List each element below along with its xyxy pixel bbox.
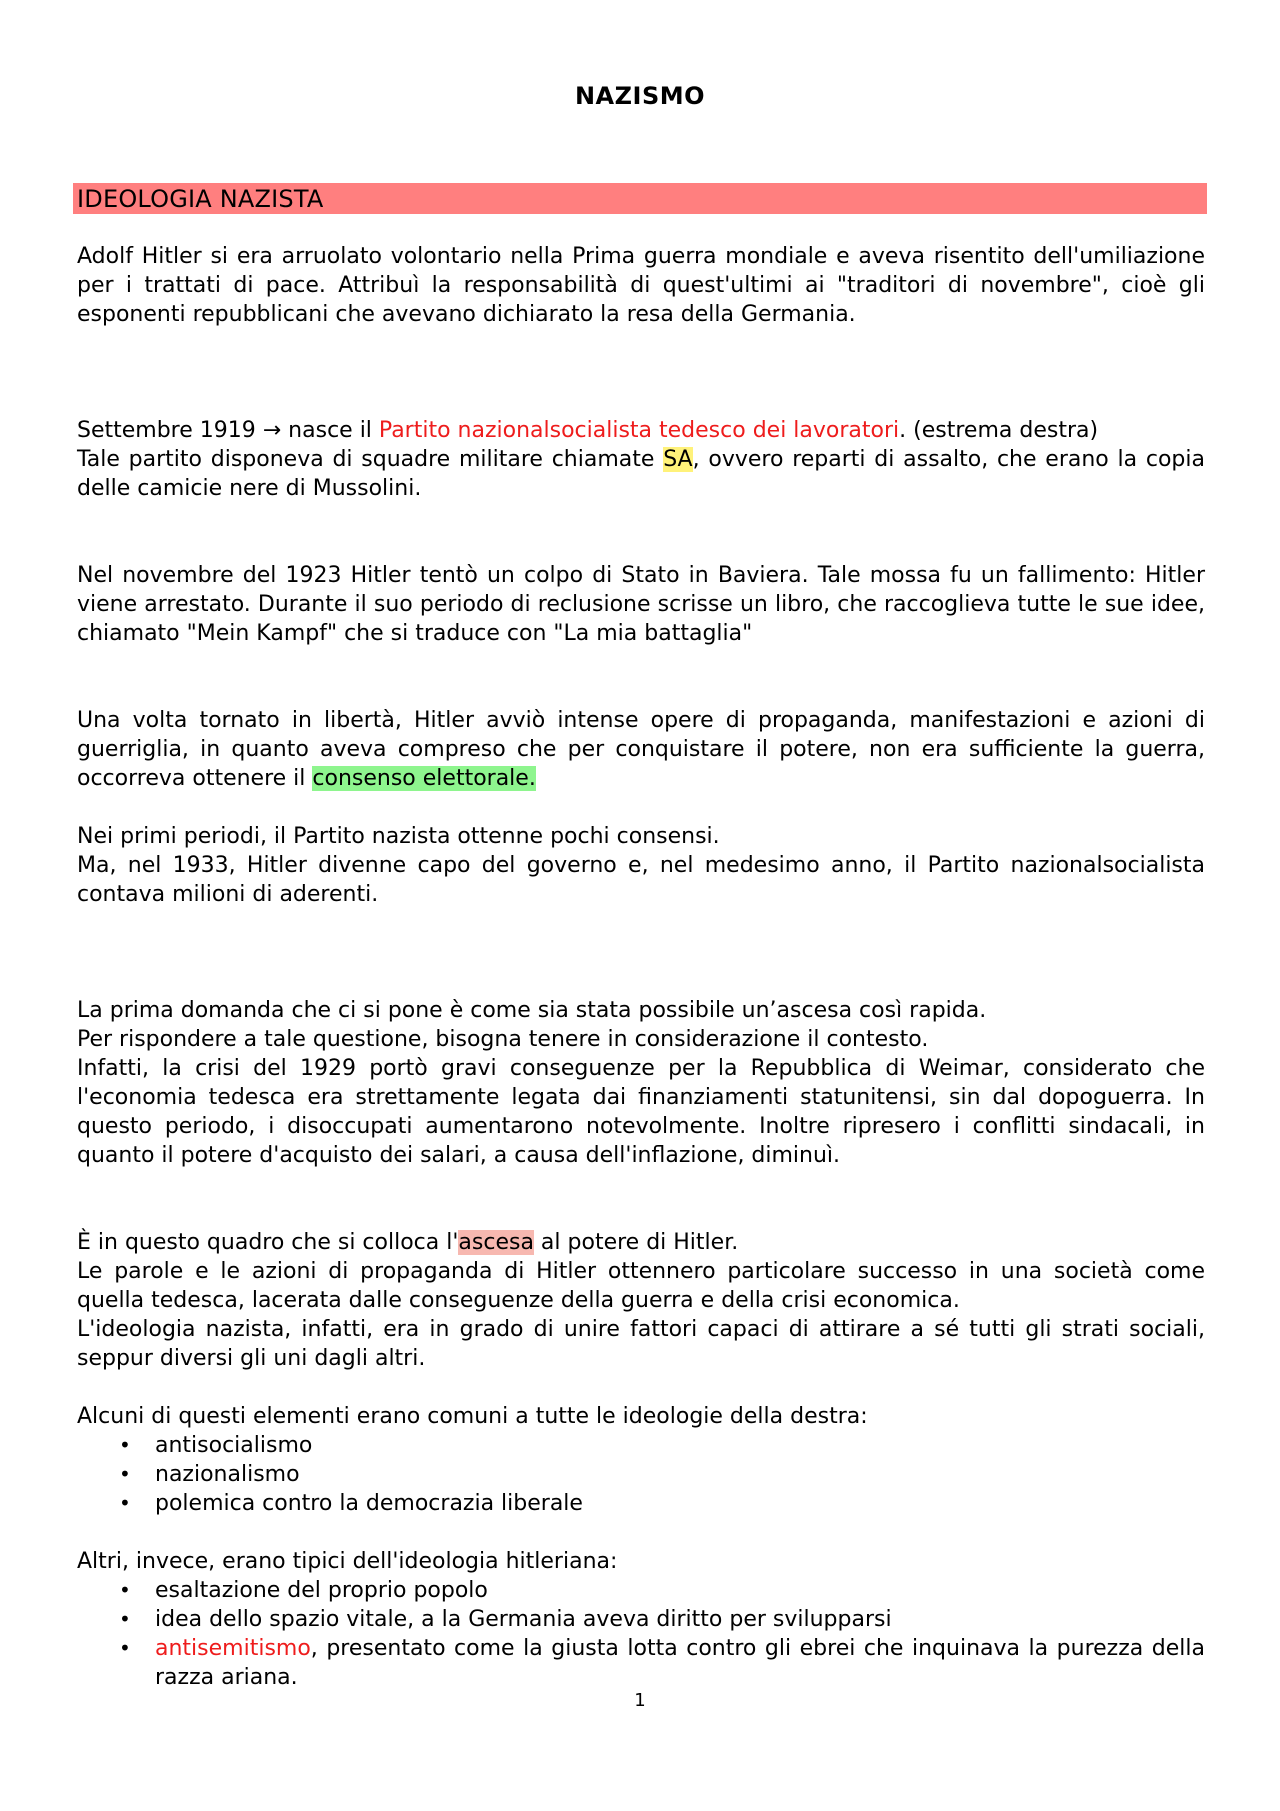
paragraph-common-elements: Alcuni di questi elementi erano comuni a tutte le ideologie della destra: xyxy=(77,1404,868,1429)
list-item-text: nazionalismo xyxy=(155,1462,300,1487)
paragraph-spacer xyxy=(77,1170,1205,1228)
list-item xyxy=(77,1605,1205,1634)
party-founding-text-end: . (estrema destra) xyxy=(899,418,1099,443)
paragraph-crisis-1929: Infatti, la crisi del 1929 portò gravi conseguenze per la Repubblica di Weimar, considerato che l'economia tedesca era strettamente legata dai finanziamenti statunitensi, sin dal dopoguerra. In questo periodo, i disoccupati aumentarono notevolmente. Inoltre ripresero i conflitti sindacali, in quanto il potere d'acquisto dei salari, a causa dell'inflazione, diminuì. xyxy=(77,1056,1205,1168)
party-founding-text: Settembre 1919 → nasce il xyxy=(77,418,379,443)
paragraph-putsch: Nel novembre del 1923 Hitler tentò un colpo di Stato in Baviera. Tale mossa fu un fallimento: Hitler viene arrestato. Durante il suo periodo di reclusione scrisse un libro, che raccoglieva tutte le sue idee, chiamato "Mein Kampf" che si traduce con "La mia battaglia" xyxy=(77,563,1205,646)
paragraph-spacer xyxy=(77,329,1205,416)
document-title: NAZISMO xyxy=(574,82,706,110)
document-body xyxy=(77,242,1205,1692)
paragraph-spacer xyxy=(77,648,1205,706)
list-common-ideologies xyxy=(77,1431,1205,1518)
antisemitism-term-red: antisemitismo xyxy=(155,1636,311,1661)
list-item-text: antisocialismo xyxy=(155,1433,313,1458)
electoral-consensus-highlight: consenso elettorale. xyxy=(312,766,536,791)
paragraph-ideology-unites: L'ideologia nazista, infatti, era in grado di unire fattori capaci di attirare a sé tutti gli strati sociali, seppur diversi gli uni dagli altri. xyxy=(77,1317,1205,1371)
sa-text: Tale partito disponeva di squadre militare chiamate xyxy=(77,447,664,472)
section-heading: IDEOLOGIA NAZISTA xyxy=(73,183,1207,214)
paragraph-hitler-elements: Altri, invece, erano tipici dell'ideologia hitleriana: xyxy=(77,1549,618,1574)
paragraph-1933: Ma, nel 1933, Hitler divenne capo del governo e, nel medesimo anno, il Partito nazionalsocialista contava milioni di aderenti. xyxy=(77,853,1205,907)
paragraph-early-periods: Nei primi periodi, il Partito nazista ottenne pochi consensi. xyxy=(77,824,720,849)
paragraph-spacer xyxy=(77,1518,1205,1547)
paragraph-rise xyxy=(77,1228,1205,1257)
paragraph-context: Per rispondere a tale questione, bisogna tenere in considerazione il contesto. xyxy=(77,1027,929,1052)
paragraph-spacer xyxy=(77,909,1205,996)
bullet-icon: • xyxy=(119,1607,131,1631)
list-item xyxy=(77,1431,1205,1460)
rise-text-end: al potere di Hitler. xyxy=(533,1230,739,1255)
paragraph-spacer xyxy=(77,1373,1205,1402)
list-item xyxy=(77,1489,1205,1518)
rise-text: È in questo quadro che si colloca l' xyxy=(77,1230,459,1255)
bullet-icon: • xyxy=(119,1433,131,1457)
paragraph-party-founding xyxy=(77,416,1205,503)
party-name-red: Partito nazionalsocialista tedesco dei lavoratori xyxy=(378,418,900,443)
paragraph-spacer xyxy=(77,793,1205,822)
list-item-text: , presentato come la giusta lotta contro gli ebrei che inquinava la purezza della razza ariana. xyxy=(155,1636,1205,1690)
list-item xyxy=(77,1460,1205,1489)
paragraph-first-question: La prima domanda che ci si pone è come sia stata possibile un’ascesa così rapida. xyxy=(77,998,987,1023)
list-item-text: idea dello spazio vitale, a la Germania aveva diritto per svilupparsi xyxy=(155,1607,892,1632)
paragraph-propaganda-success: Le parole e le azioni di propaganda di Hitler ottennero particolare successo in una società come quella tedesca, lacerata dalle conseguenze della guerra e della crisi economica. xyxy=(77,1259,1205,1313)
paragraph-spacer xyxy=(77,503,1205,561)
list-item-text: esaltazione del proprio popolo xyxy=(155,1578,488,1603)
list-item-text: polemica contro la democrazia liberale xyxy=(155,1491,583,1516)
bullet-icon: • xyxy=(119,1578,131,1602)
page-number: 1 xyxy=(634,1690,646,1711)
ascesa-highlight: ascesa xyxy=(458,1230,534,1255)
sa-highlight: SA xyxy=(663,447,693,472)
paragraph-hitler-ww1: Adolf Hitler si era arruolato volontario nella Prima guerra mondiale e aveva risentito dell'umiliazione per i trattati di pace. Attribuì la responsabilità di quest'ultimi ai "traditori di novembre", cioè gli esponenti repubblicani che avevano dichiarato la resa della Germania. xyxy=(77,244,1205,327)
propaganda-text: Una volta tornato in libertà, Hitler avviò intense opere di propaganda, manifestazioni e azioni di guerriglia, in quanto aveva compreso che per conquistare il potere, non era sufficiente la guerra, occorreva ottenere il xyxy=(77,708,1205,791)
bullet-icon: • xyxy=(119,1636,131,1660)
list-item xyxy=(77,1576,1205,1605)
bullet-icon: • xyxy=(119,1491,131,1515)
list-item xyxy=(77,1634,1205,1692)
sa-text-end: , ovvero reparti di assalto, che erano la copia delle camicie nere di Mussolini. xyxy=(77,447,1205,501)
paragraph-propaganda xyxy=(77,706,1205,793)
bullet-icon: • xyxy=(119,1462,131,1486)
list-hitler-ideology xyxy=(77,1576,1205,1692)
